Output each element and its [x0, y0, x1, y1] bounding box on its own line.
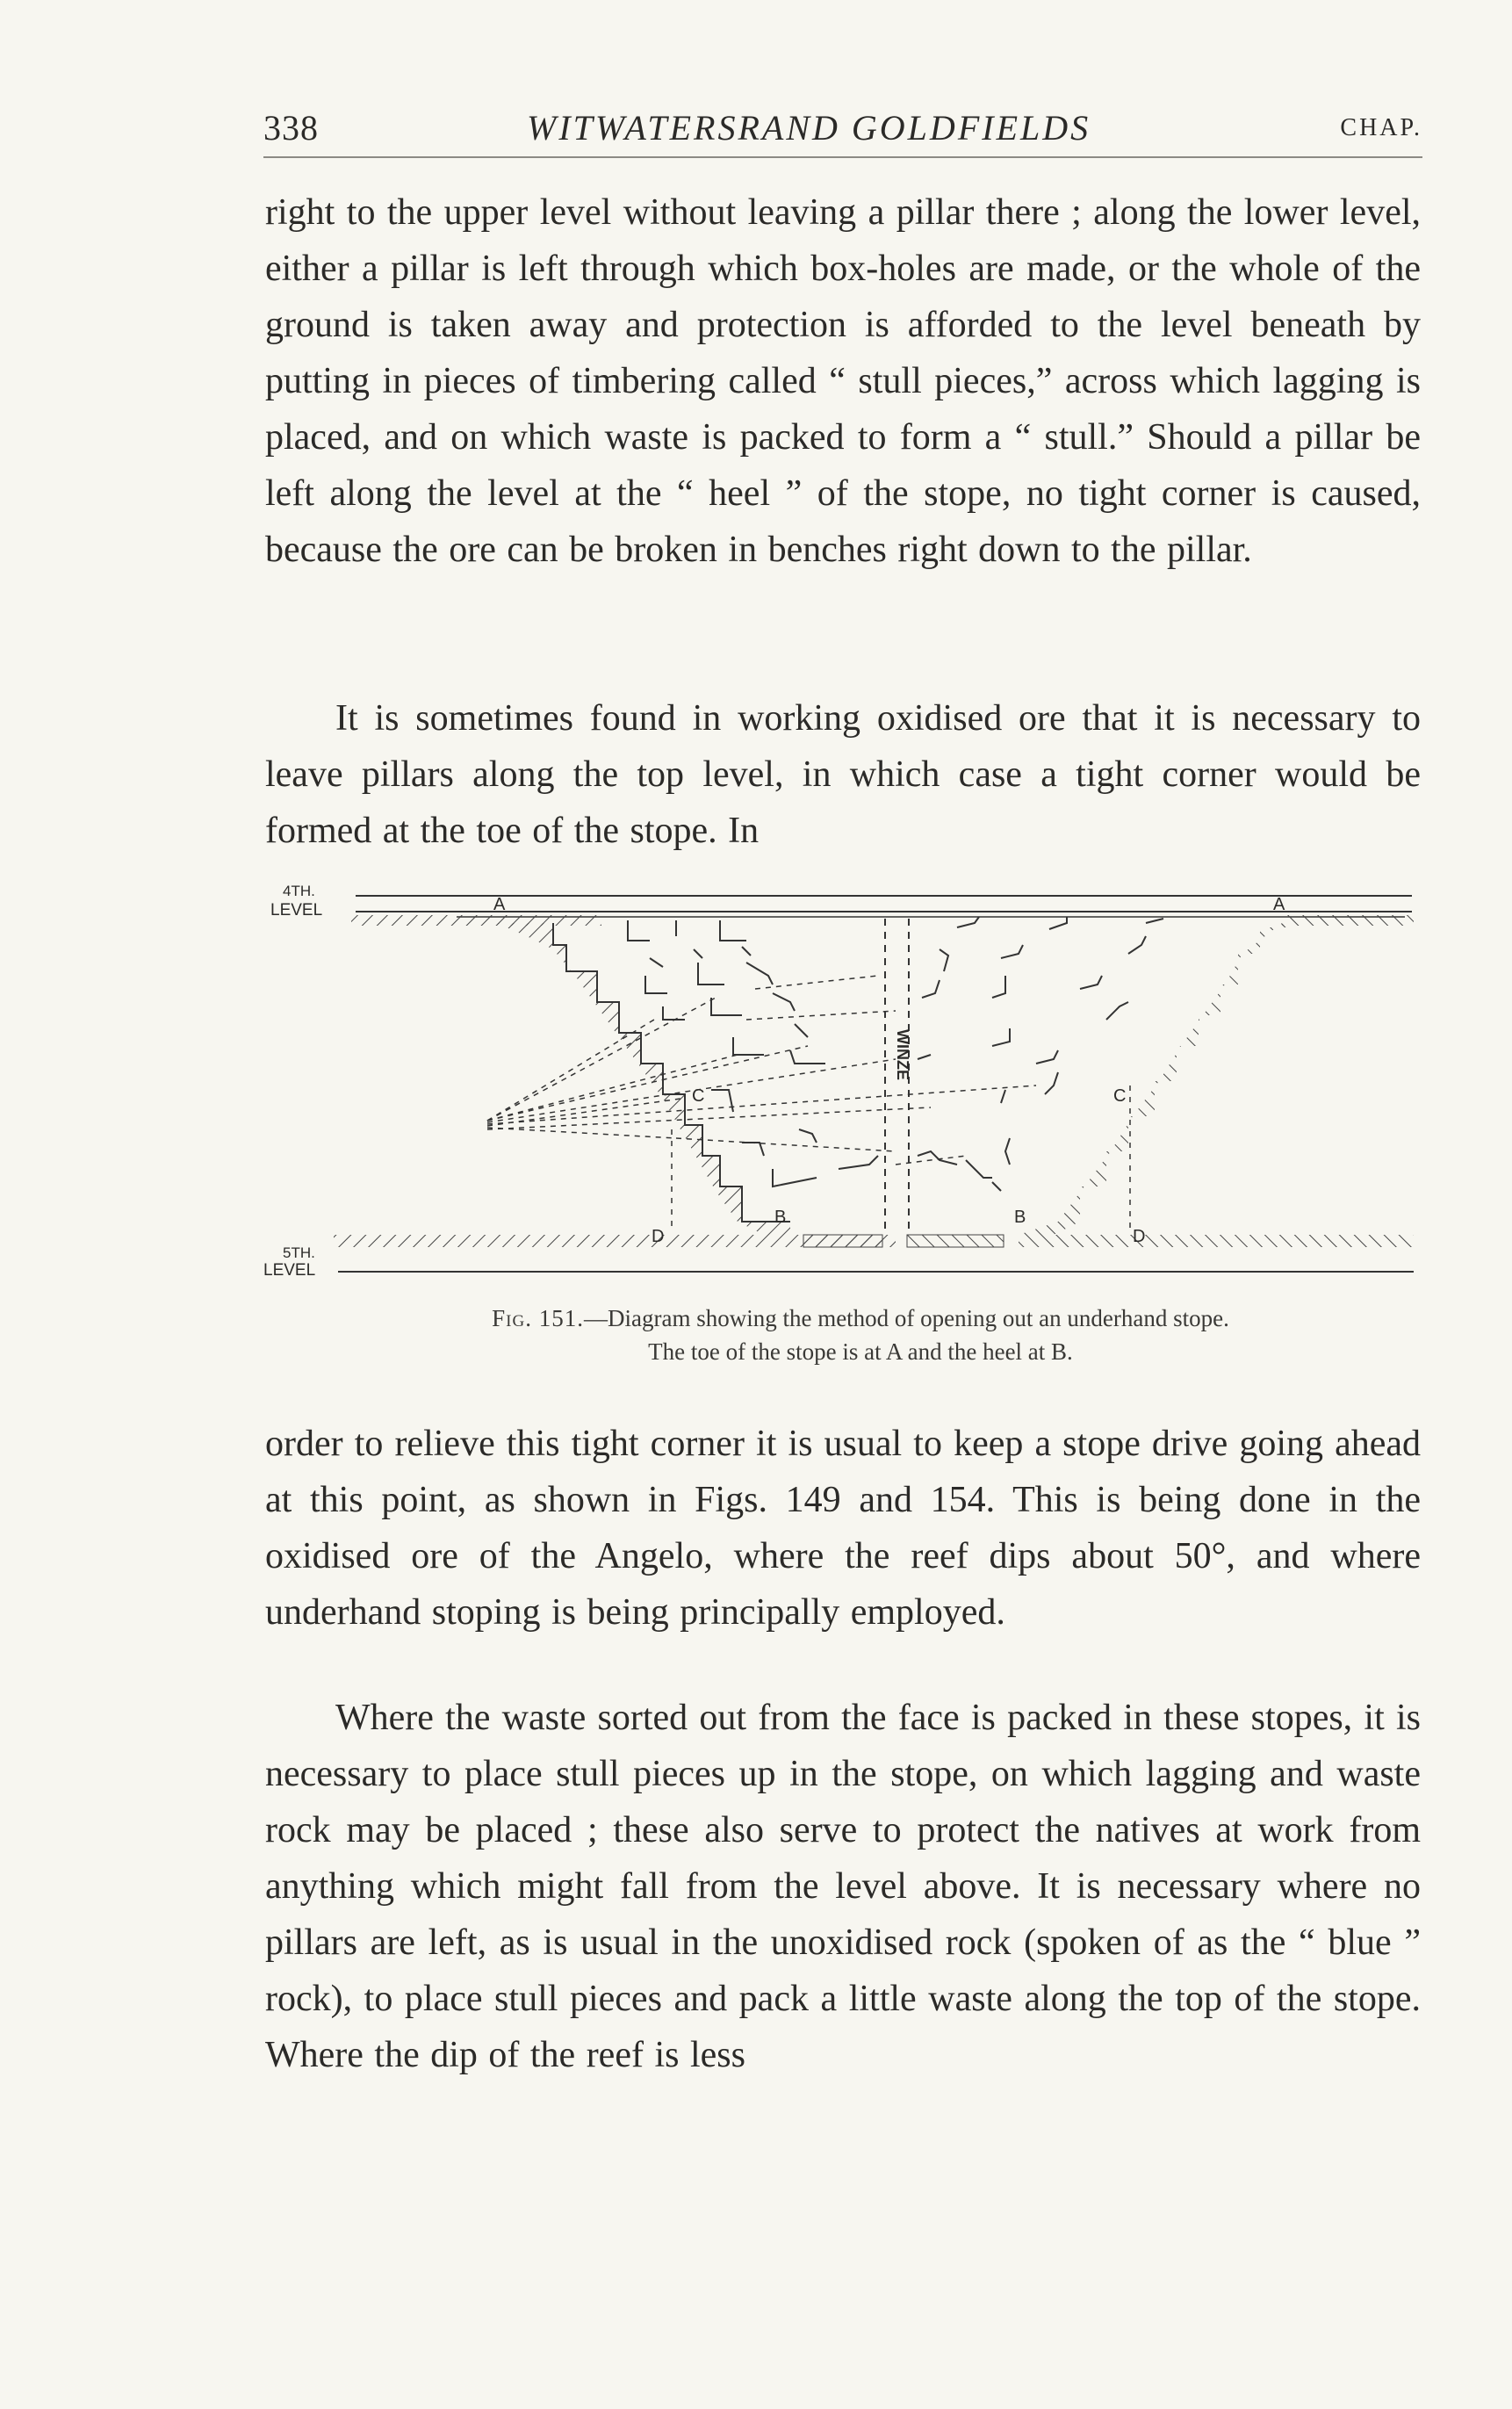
chapter-label: CHAP.: [1340, 114, 1422, 141]
label-b-right: B: [1014, 1208, 1026, 1227]
paragraph-stull-pieces: Where the waste sorted out from the face is packed in these stopes, it is necessary to place stull pieces up in the stope, on which lagging and waste rock may be placed ; these also serve to protect the natives at work from anything which might fall from the level above. It is necessary where no pillars are left, as is usual in the unoxidised rock (spoken of as the “ blue ” rock), to place stull pieces and pack a little waste along the top of the stope. Where the dip of the reef is less: [265, 1698, 1421, 2075]
running-header: [263, 104, 1422, 158]
caption-line-1: [334, 1302, 1387, 1335]
label-d-left: D: [652, 1227, 665, 1246]
figure-caption: [334, 1302, 1387, 1368]
caption-line-2: The toe of the stope is at A and the heel at B.: [648, 1338, 1073, 1365]
running-title: WITWATERSRAND GOLDFIELDS: [527, 108, 1091, 148]
winze-label: WINZE: [894, 1029, 911, 1080]
paragraph-stope-drive: order to relieve this tight corner it is usual to keep a stope drive going ahead at this point, as shown in Figs. 149 and 154. This is being done in the oxidised ore of the Angelo, where the reef dips about 50°, and where underhand stoping is being principally employed.: [265, 1424, 1421, 1633]
label-b-left: B: [774, 1208, 787, 1227]
label-a-right: A: [1273, 895, 1285, 914]
box-hole-pillar-1: [803, 1235, 882, 1247]
label-a-left: A: [493, 895, 506, 914]
paragraph-continued: right to the upper level without leaving a pillar there ; along the lower level, either a pillar is left through which box-holes are made, or the whole of the ground is taken away and protection is afforded to the level beneath by putting in pieces of timbering called “ stull pieces,” across which lagging is placed, and on which waste is packed to form a “ stull.” Should a pillar be left along the level at the “ heel ” of the stope, no tight corner is caused, because the ore can be broken in benches right down to the pillar.: [265, 192, 1421, 570]
level-4-number: 4TH.: [283, 883, 315, 899]
left-bench-marks: [628, 920, 878, 1186]
caption-text-1: —Diagram showing the method of opening out an underhand stope.: [583, 1305, 1229, 1331]
level-5-word: LEVEL: [263, 1261, 316, 1280]
stope-diagram: [263, 875, 1431, 1287]
label-c-right: C: [1113, 1086, 1127, 1106]
caption-figure-number: Fig. 151.: [492, 1305, 584, 1331]
right-footwall: [1019, 923, 1286, 1235]
top-pillar-left: [351, 915, 601, 926]
page-number: 338: [263, 108, 319, 148]
left-hanging-wall: [496, 923, 790, 1235]
top-pillar-right: [1282, 915, 1414, 926]
bottom-pillar-right: [1019, 1235, 1414, 1247]
level-4-word: LEVEL: [270, 901, 323, 920]
box-hole-pillar-2: [907, 1235, 1004, 1247]
dashed-cut-lines: [487, 976, 1036, 1165]
level-5-number: 5TH.: [283, 1244, 315, 1261]
label-d-right: D: [1133, 1227, 1146, 1246]
figure-151-diagram: [263, 875, 1431, 1292]
label-c-left: C: [692, 1086, 705, 1106]
paragraph-oxidised-ore: It is sometimes found in working oxidised ore that it is necessary to leave pillars along the top level, in which case a tight corner would be formed at the toe of the stope. In: [265, 698, 1421, 851]
